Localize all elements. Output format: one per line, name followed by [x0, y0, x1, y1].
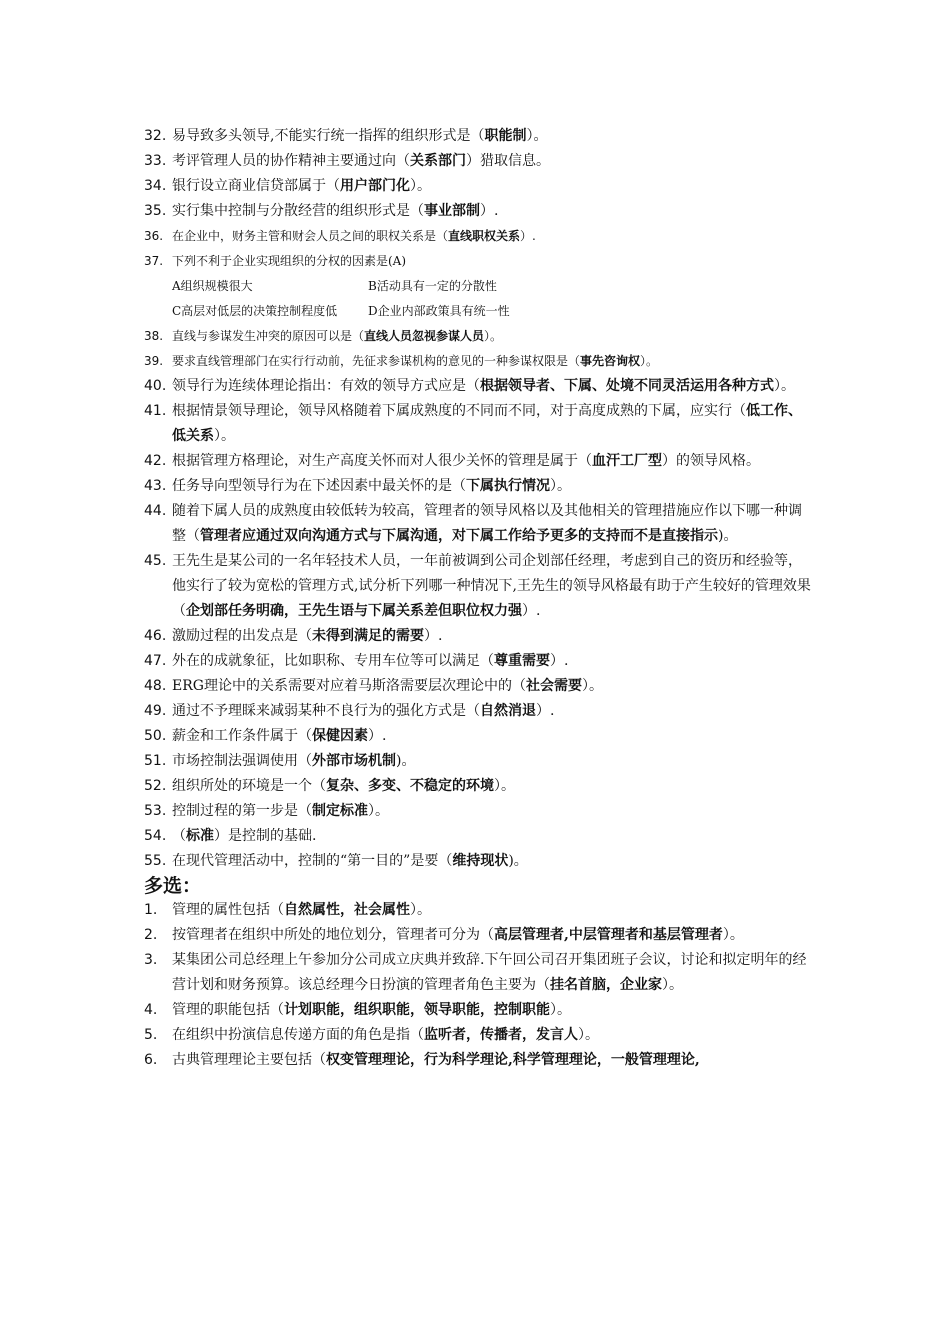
item-number: 55.: [144, 853, 167, 869]
question-text: 根据管理方格理论，对生产高度关怀而对人很少关怀的管理是属于（: [172, 453, 592, 469]
answer-text: 保健因素: [312, 728, 368, 744]
question-item: [144, 799, 814, 824]
answer-text: 社会需要: [525, 678, 582, 694]
question-text: 直线与参谋发生冲突的原因可以是（: [172, 329, 365, 343]
question-item: [144, 449, 814, 474]
question-text-end: ）。: [550, 478, 571, 494]
question-text-end: ）。: [368, 803, 389, 819]
question-text-end: )。: [508, 853, 528, 869]
option-b: B活动具有一定的分散性: [368, 279, 497, 293]
question-item: [144, 824, 814, 849]
item-number: 46.: [144, 628, 167, 644]
item-number: 32.: [144, 128, 167, 144]
question-text-end: ）.: [536, 703, 555, 719]
item-number: 48.: [144, 678, 167, 694]
item-number: 5.: [144, 1027, 158, 1043]
question-text-end: ）。: [484, 329, 503, 343]
item-number: 41.: [144, 403, 167, 419]
item-number: 39.: [144, 354, 164, 368]
item-number: 36.: [144, 229, 164, 243]
answer-text: 外部市场机制: [312, 753, 396, 769]
question-text-end: ）猎取信息。: [466, 153, 550, 169]
question-item: [144, 224, 814, 249]
question-item: [144, 149, 814, 174]
item-number: 6.: [144, 1052, 158, 1068]
item-number: 38.: [144, 329, 164, 343]
item-number: 37.: [144, 254, 164, 268]
item-number: 43.: [144, 478, 167, 494]
question-text-end: ）.: [368, 728, 387, 744]
question-text-end: ）.: [522, 603, 541, 619]
answer-text: 权变管理理论，行为科学理论,科学管理理论，一般管理理论,: [326, 1052, 700, 1068]
item-number: 4.: [144, 1002, 158, 1018]
question-text-end: ）。: [640, 354, 659, 368]
question-text-end: ）。: [550, 1002, 571, 1018]
answer-text: 关系部门: [410, 153, 466, 169]
answer-text: 职能制: [484, 128, 527, 144]
question-text: 激励过程的出发点是（: [172, 628, 312, 644]
multi-question-item: [144, 923, 814, 948]
answer-text: 计划职能，组织职能，领导职能，控制职能: [284, 1002, 550, 1018]
question-item: [144, 399, 814, 449]
answer-text: 制定标准: [312, 803, 368, 819]
question-text-end: ）.: [520, 229, 536, 243]
answer-text: 低工作、低关系: [172, 403, 802, 444]
question-text-end: ）。: [722, 927, 744, 943]
question-text: 随着下属人员的成熟度由较低转为较高，管理者的领导风格以及其他相关的管理措施应作以下哪一种调整（: [172, 503, 802, 544]
answer-text: 直线职权关系: [448, 229, 521, 243]
question-text: 考评管理人员的协作精神主要通过向（: [172, 153, 410, 169]
question-text: 易导致多头领导,不能实行统一指挥的组织形式是（: [172, 128, 485, 144]
answer-text: 监听者，传播者，发言人: [424, 1027, 578, 1043]
item-number: 52.: [144, 778, 167, 794]
question-item: [144, 699, 814, 724]
question-text: 在现代管理活动中，控制的“第一目的”是要（: [172, 853, 453, 869]
question-item: [144, 724, 814, 749]
multi-question-item: [144, 1048, 814, 1073]
question-item: [144, 549, 814, 624]
item-number: 54.: [144, 828, 167, 844]
question-text: 任务导向型领导行为在下述因素中最关怀的是（: [172, 478, 466, 494]
question-item: [144, 199, 814, 224]
question-text-end: ）。: [410, 902, 431, 918]
item-number: 42.: [144, 453, 167, 469]
question-text: 在组织中扮演信息传递方面的角色是指（: [172, 1027, 424, 1043]
question-list: [144, 124, 814, 1073]
question-text-end: ）。: [214, 428, 235, 444]
item-number: 44.: [144, 503, 167, 519]
question-text-end: ）。: [578, 1027, 599, 1043]
question-item: [144, 249, 814, 274]
answer-text: 事业部制: [424, 203, 480, 219]
question-text: 管理的属性包括（: [172, 902, 284, 918]
question-text-end: )。: [718, 528, 738, 544]
item-number: 51.: [144, 753, 167, 769]
item-number: 33.: [144, 153, 167, 169]
answer-text: 维持现状: [452, 853, 509, 869]
multi-question-item: [144, 898, 814, 923]
question-item: [144, 499, 814, 549]
question-text: 通过不予理睬来减弱某种不良行为的强化方式是（: [172, 703, 480, 719]
question-text: 古典管理理论主要包括（: [172, 1052, 326, 1068]
question-text: （: [172, 828, 186, 844]
question-text: ERG理论中的关系需要对应着马斯洛需要层次理论中的（: [172, 678, 526, 694]
question-text-end: ）.: [550, 653, 569, 669]
question-item: [144, 674, 814, 699]
answer-text: 事先咨询权: [580, 354, 641, 368]
question-item: [144, 324, 814, 349]
question-text-end: ）.: [480, 203, 499, 219]
question-item: [144, 374, 814, 399]
question-text: 市场控制法强调使用（: [172, 753, 312, 769]
question-text: 按管理者在组织中所处的地位划分，管理者可分为（: [172, 927, 494, 943]
item-number: 1.: [144, 902, 158, 918]
answer-text: 血汗工厂型: [592, 453, 662, 469]
question-item: [144, 474, 814, 499]
answer-text: 直线人员忽视参谋人员: [364, 329, 485, 343]
multi-question-item: [144, 998, 814, 1023]
option-d: D企业内部政策具有统一性: [368, 304, 510, 318]
question-item: [144, 849, 814, 874]
answer-text: 根据领导者、下属、处境不同灵活运用各种方式: [480, 378, 774, 394]
answer-text: 自然属性，社会属性: [284, 902, 410, 918]
item-number: 35.: [144, 203, 167, 219]
option-a: A组织规模很大: [172, 279, 253, 293]
question-text: 管理的职能包括（: [172, 1002, 284, 1018]
question-text: 外在的成就象征，比如职称、专用车位等可以满足（: [172, 653, 494, 669]
answer-text: 挂名首脑，企业家: [550, 977, 662, 993]
question-text: 银行设立商业信贷部属于（: [172, 178, 340, 194]
question-text: 要求直线管理部门在实行行动前，先征求参谋机构的意见的一种参谋权限是（: [172, 354, 581, 368]
question-text-end: ）是控制的基础.: [214, 828, 317, 844]
answer-text: 未得到满足的需要: [312, 628, 424, 644]
question-text-end: ）。: [581, 678, 603, 694]
item-number: 53.: [144, 803, 167, 819]
question-text-end: )。: [396, 753, 416, 769]
question-item: [144, 774, 814, 799]
item-number: 34.: [144, 178, 167, 194]
answer-text: 复杂、多变、不稳定的环境: [326, 778, 494, 794]
question-item: [144, 624, 814, 649]
options-row: [144, 274, 814, 299]
question-text: 在企业中，财务主管和财会人员之间的职权关系是（: [172, 229, 449, 243]
options-row: [144, 299, 814, 324]
item-number: 3.: [144, 952, 158, 968]
question-text: 领导行为连续体理论指出：有效的领导方式应是（: [172, 378, 480, 394]
answer-text: 尊重需要: [494, 653, 550, 669]
item-number: 50.: [144, 728, 167, 744]
multi-question-item: [144, 948, 814, 998]
question-text: 某集团公司总经理上午参加分公司成立庆典并致辞.下午回公司召开集团班子会议，讨论和拟定明年的经营计划和财务预算。该总经理今日扮演的管理者角色主要为（: [172, 952, 807, 993]
question-text-end: ）。: [774, 378, 795, 394]
section-heading-multiple-choice: 多选：: [144, 875, 202, 897]
item-number: 40.: [144, 378, 167, 394]
question-text: 组织所处的环境是一个（: [172, 778, 326, 794]
question-text: 薪金和工作条件属于（: [172, 728, 312, 744]
answer-text: 自然消退: [480, 703, 536, 719]
item-number: 45.: [144, 553, 167, 569]
answer-text: 标准: [186, 828, 214, 844]
answer-text: 用户部门化: [340, 178, 410, 194]
question-item: [144, 749, 814, 774]
question-item: [144, 174, 814, 199]
question-text: 王先生是某公司的一名年轻技术人员，一年前被调到公司企划部任经理，考虑到自己的资历和经验等，他实行了较为宽松的管理方式,试分析下列哪一种情况下,王先生的领导风格最有助于产生较好的管理效果（: [172, 553, 811, 619]
question-item: [144, 124, 814, 149]
question-item: [144, 349, 814, 374]
answer-text: 高层管理者,中层管理者和基层管理者: [494, 927, 723, 943]
question-text-end: ）。: [494, 778, 515, 794]
item-number: 49.: [144, 703, 167, 719]
question-text-end: ）。: [662, 977, 683, 993]
question-text: 根据情景领导理论，领导风格随着下属成熟度的不同而不同，对于高度成熟的下属，应实行（: [172, 403, 746, 419]
question-text-end: ）。: [410, 178, 431, 194]
question-item: [144, 649, 814, 674]
item-number: 47.: [144, 653, 167, 669]
question-text-end: ）。: [526, 128, 548, 144]
question-text-end: ）.: [424, 628, 443, 644]
answer-text: 管理者应通过双向沟通方式与下属沟通，对下属工作给予更多的支持而不是直接指示: [200, 528, 718, 544]
option-c: C高层对低层的决策控制程度低: [172, 304, 338, 318]
question-text: 实行集中控制与分散经营的组织形式是（: [172, 203, 424, 219]
answer-text: 下属执行情况: [466, 478, 550, 494]
answer-text: 企划部任务明确，王先生语与下属关系差但职位权力强: [186, 603, 522, 619]
question-text: 下列不利于企业实现组织的分权的因素是(A): [172, 254, 407, 268]
question-text-end: ）的领导风格。: [662, 453, 760, 469]
multi-question-item: [144, 1023, 814, 1048]
question-text: 控制过程的第一步是（: [172, 803, 312, 819]
item-number: 2.: [144, 927, 158, 943]
